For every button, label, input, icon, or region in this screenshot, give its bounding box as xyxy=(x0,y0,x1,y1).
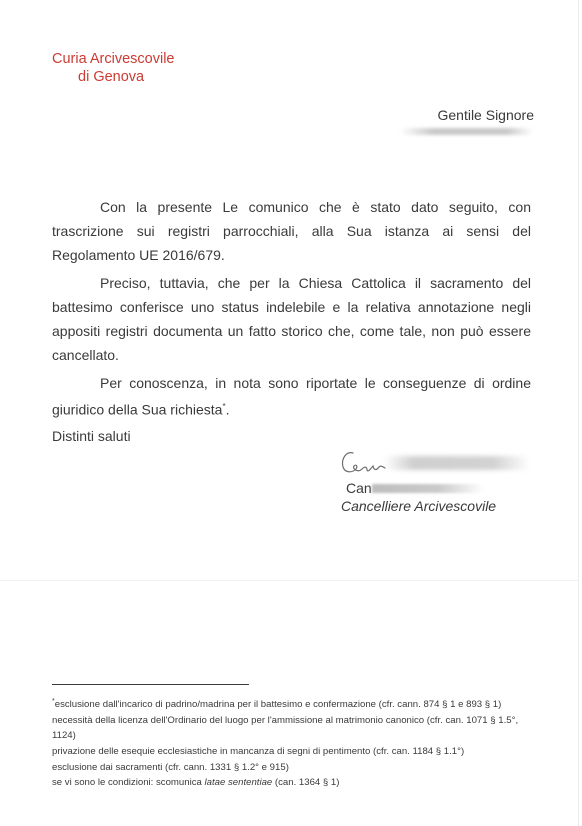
closing: Distinti saluti xyxy=(52,427,131,444)
footnote-line5-b: (can. 1364 § 1) xyxy=(272,777,340,789)
letterhead-line1: Curia Arcivescovile xyxy=(52,51,175,67)
footnotes xyxy=(52,694,532,791)
paragraph-2: Preciso, tuttavia, che per la Chiesa Cattolica il sacramento del battesimo conferisce uno status indelebile e la relativa annotazione negli appositi registri documenta un fatto storico che, come tale, non può essere cancellato. xyxy=(52,275,531,363)
footnote-mark-ref: * xyxy=(52,698,55,705)
footnote-line5-italic: latae sententiae xyxy=(204,777,273,789)
letterhead xyxy=(52,50,175,86)
letter-body xyxy=(52,195,531,448)
footnote-line xyxy=(52,775,532,791)
redacted-signature xyxy=(384,456,530,470)
footnote-mark: * xyxy=(222,402,226,411)
page-edge xyxy=(578,0,579,826)
paragraph-3-text: Per conoscenza, in nota sono riportate le conseguenze di ordine giuridico della Sua richiesta xyxy=(52,375,531,418)
signatory-name: Can xyxy=(346,480,372,496)
footnote-line3: privazione delle esequie ecclesiastiche in mancanza di segni di pentimento (cfr. can. 1184 § 1.1°) xyxy=(52,745,465,757)
redacted-name xyxy=(400,128,533,135)
salutation: Gentile Signore xyxy=(437,107,534,123)
signatory-title: Cancelliere Arcivescovile xyxy=(341,498,497,514)
footnote-line4: esclusione dai sacramenti (cfr. cann. 1331 § 1.2° e 915) xyxy=(52,761,289,773)
footnote-line xyxy=(52,694,532,713)
footnote-rule xyxy=(52,684,249,685)
paragraph-1: Con la presente Le comunico che è stato dato seguito, con trascrizione sui registri parrocchiali, alla Sua istanza ai sensi del Regolamento UE 2016/679. xyxy=(52,199,531,263)
footnote-line5-a: se vi sono le condizioni: scomunica xyxy=(52,777,205,789)
paragraph-3 xyxy=(52,371,531,422)
paragraph-3-end: . xyxy=(225,401,230,418)
fold-line xyxy=(0,580,578,581)
redacted-signatory-name xyxy=(372,484,484,493)
footnote-line1: esclusione dall'incarico di padrino/madrina per il battesimo e confermazione (cfr. cann. 874 § 1 e 893 § 1) xyxy=(54,699,502,711)
letterhead-line2: di Genova xyxy=(78,69,145,85)
footnote-line2: necessità della licenza dell'Ordinario del luogo per l'ammissione al matrimonio canonico (cfr. can. 1071 § 1.5°, 1124) xyxy=(52,714,519,742)
